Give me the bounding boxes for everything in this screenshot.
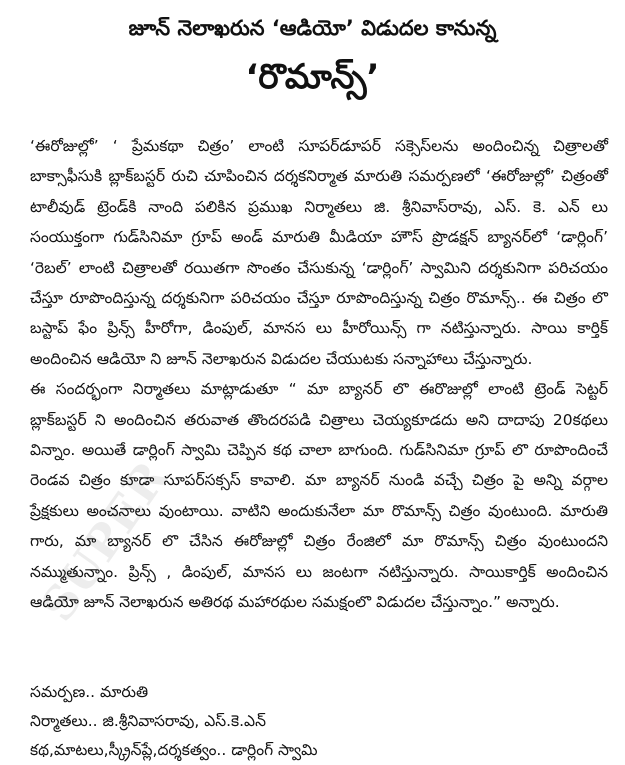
article-title: ‘రొమాన్స్’ bbox=[245, 57, 380, 97]
credit-presenter: సమర్పణ.. మారుతి bbox=[30, 683, 149, 701]
article-body bbox=[30, 131, 608, 618]
article-headline: జూన్ నెలాఖరున ‘ఆడియో’ విడుదల కానున్న bbox=[128, 16, 497, 40]
credit-director: కథ,మాటలు,స్క్రీన్‌ప్లే,దర్శకత్వం.. డార్లింగ్ స్వామి bbox=[30, 741, 318, 759]
credits-block bbox=[30, 678, 608, 765]
watermark: SUPER bbox=[30, 451, 179, 631]
credit-producers: నిర్మాతలు.. జి.శ్రీనివాసరావు, ఎస్.కె.ఎన్ bbox=[30, 712, 266, 730]
article-paragraph: ఈ సందర్భంగా నిర్మాతలు మాట్లాడుతూ “ మా బ్యానర్ లొ ఈరొజుల్లో లాంటి ట్రెండ్ సెట్టర్ బ్లాక్‌బస్టర్ ని అందించిన తరువాత తొందరపడి చిత్రాలు చెయ్యకూడదు అని దాదాపు 20కథలు విన్నాం. అయితే డార్లింగ్ స్వామి చెప్పిన కథ చాలా బాగుంది. గుడ్‌సినిమా గ్రూప్ లొ రూపొందించే రెండవ చిత్రం కూడా సూపర్‌సక్సస్ కావాలి. మా బ్యానర్ నుండి వచ్చే చిత్రం పై అన్ని వర్గాల ప్రేక్షకులు అంచనాలు వుంటాయి. వాటిని అందుకునేలా మా రొమాన్స్ చిత్రం వుంటుంది. మారుతి గారు, మా బ్యానర్ లొ చేసిన ఈరోజుల్లో చిత్రం రేంజిలో మా రొమాన్స్ చిత్రం వుంటుందని నమ్ముతున్నాం. ప్రిన్స్ , డింపుల్, మానస లు జంటగా నటిస్తున్నారు. సాయికార్తిక్ అందించిన ఆడియో జూన్ నెలాఖరున అతిరథ మహారథుల సమక్షంలొ విడుదల చేస్తున్నాం.” అన్నారు. bbox=[30, 380, 608, 612]
article-paragraph: ‘ఈరోజుల్లో’ ‘ ప్రేమకథా చిత్రం’ లాంటి సూపర్‌డూపర్ సక్సెస్‌లను అందించిన్న చిత్రాలతో బాక్సాఫీసుకి బ్లాక్‌బస్టర్ రుచి చూపించిన దర్శకనిర్మాత మారుతి సమర్పణలో ‘ఈరోజుల్లో’ చిత్రంతో టాలీవుడ్ ట్రెండ్‌కి నాంది పలికిన ప్రముఖ నిర్మాతలు జి. శ్రీనివాస్‌రావు, ఎస్. కె. ఎన్ లు సంయుక్తంగా గుడ్‌సినిమా గ్రూప్ అండ్ మారుతి మీడియా హౌస్ ప్రొడక్షన్ బ్యానర్‌లో ‘డార్లింగ్’ ‘రెబల్’ లాంటి చిత్రాలతో రయితగా సొంతం చేసుకున్న ‘డార్లింగ్’ స్వామిని దర్శకునిగా పరిచయం చేస్తూ రూపొందిస్తున్న దర్శకునిగా పరిచయం చేస్తూ రూపొందిస్తున్న చిత్రం రొమాన్స్.. ఈ చిత్రం లొ బస్టాప్ ఫేం ప్రిన్స్ హీరోగా, డింపుల్, మానస లు హీరోయిన్స్ గా నటిస్తున్నారు. సాయి కార్తిక్ అందించిన ఆడియో ని జూన్ నెలాఖరున విడుదల చేయుటకు సన్నాహాలు చేస్తున్నారు. bbox=[30, 137, 608, 368]
